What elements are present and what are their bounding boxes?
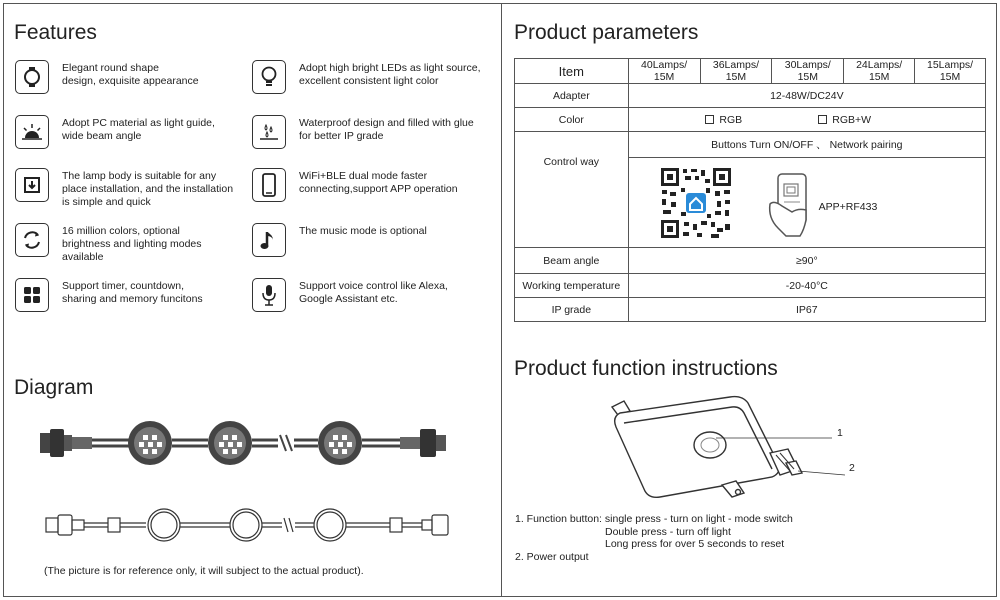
instructions-title: Product function instructions <box>514 357 778 380</box>
music-note-icon <box>252 223 286 257</box>
smartphone-icon <box>252 168 286 202</box>
item-col-4: 24Lamps/ 15M <box>844 59 915 84</box>
feature-text: The lamp body is suitable for any place installation, and the installation is simple and quick <box>62 170 234 208</box>
microphone-icon <box>252 278 286 312</box>
features-title: Features <box>14 21 97 44</box>
callout-2: 2 <box>849 462 855 474</box>
feature-text: The music mode is optional <box>299 225 427 237</box>
instruction-line-3: Long press for over 5 seconds to reset <box>605 538 785 551</box>
table-row-ip <box>515 298 986 322</box>
feature-text: Adopt PC material as light guide, wide beam angle <box>62 117 215 142</box>
column-divider <box>501 3 502 597</box>
temp-value: -20-40°C <box>628 274 985 298</box>
string-light-diagram-bottom <box>30 500 470 550</box>
parameters-title: Product parameters <box>514 21 699 44</box>
control-app-value: APP+RF433 <box>818 201 878 213</box>
instruction-line-1: 1. Function button: single press - turn on light - mode switch <box>515 513 793 525</box>
diagram-note: (The picture is for reference only, it will subject to the actual product). <box>44 565 364 577</box>
rgbw-checkbox <box>818 115 827 124</box>
feature-item-waterproof <box>252 115 474 149</box>
string-light-diagram-top <box>30 415 470 475</box>
hand-phone-icon <box>764 170 816 243</box>
round-watch-icon <box>15 60 49 94</box>
rgb-option: RGB <box>719 113 743 126</box>
feature-text: 16 million colors, optional brightness and lighting modes available <box>62 225 202 263</box>
feature-item-pc-material <box>15 115 215 149</box>
feature-text: Elegant round shape design, exquisite appearance <box>62 62 199 87</box>
table-row-color <box>515 108 986 132</box>
table-row-item <box>515 59 986 84</box>
rgb-checkbox <box>705 115 714 124</box>
light-rays-icon <box>15 115 49 149</box>
table-row-adapter <box>515 84 986 108</box>
adapter-value: 12-48W/DC24V <box>628 84 985 108</box>
table-row-temperature <box>515 274 986 298</box>
ip-value: IP67 <box>628 298 985 322</box>
control-app-cell <box>628 158 985 248</box>
feature-item-wifi-ble <box>252 168 458 202</box>
feature-item-timer <box>15 278 203 312</box>
feature-item-round-design <box>15 60 199 94</box>
water-drops-icon <box>252 115 286 149</box>
table-row-control-buttons <box>515 132 986 158</box>
parameters-table <box>514 58 986 322</box>
beam-value: ≥90° <box>628 248 985 274</box>
light-bulb-icon <box>252 60 286 94</box>
feature-text: Waterproof design and filled with glue for better IP grade <box>299 117 474 142</box>
item-col-5: 15Lamps/ 15M <box>915 59 986 84</box>
item-col-2: 36Lamps/ 15M <box>700 59 772 84</box>
feature-item-leds <box>252 60 481 94</box>
instructions-text <box>515 513 793 563</box>
color-label: Color <box>515 108 629 132</box>
adapter-label: Adapter <box>515 84 629 108</box>
app-grid-icon <box>15 278 49 312</box>
beam-label: Beam angle <box>515 248 629 274</box>
feature-item-music <box>252 223 427 257</box>
feature-item-installation <box>15 168 233 209</box>
ip-label: IP grade <box>515 298 629 322</box>
color-cycle-icon <box>15 223 49 257</box>
callout-1: 1 <box>837 427 843 439</box>
color-options <box>628 108 985 132</box>
temp-label: Working temperature <box>515 274 629 298</box>
feature-text: Support timer, countdown, sharing and memory funcitons <box>62 280 203 305</box>
qr-code-icon <box>659 166 733 243</box>
table-row-beam <box>515 248 986 274</box>
item-col-3: 30Lamps/ 15M <box>772 59 844 84</box>
install-box-icon <box>15 168 49 202</box>
feature-text: Support voice control like Alexa, Google Assistant etc. <box>299 280 448 305</box>
item-col-1: 40Lamps/ 15M <box>628 59 700 84</box>
feature-text: Adopt high bright LEDs as light source, excellent consistent light color <box>299 62 481 87</box>
instruction-line-4: 2. Power output <box>515 550 589 563</box>
instruction-line-2: Double press - turn off light <box>605 525 731 538</box>
rgbw-option: RGB+W <box>832 113 872 126</box>
control-buttons-value: Buttons Turn ON/OFF 、 Network pairing <box>628 132 985 158</box>
controller-box-diagram <box>600 393 880 508</box>
diagram-title: Diagram <box>14 376 94 399</box>
feature-text: WiFi+BLE dual mode faster connecting,support APP operation <box>299 170 458 195</box>
item-label: Item <box>515 59 629 84</box>
feature-item-colors <box>15 223 202 264</box>
feature-item-voice <box>252 278 448 312</box>
control-label: Control way <box>515 132 629 248</box>
